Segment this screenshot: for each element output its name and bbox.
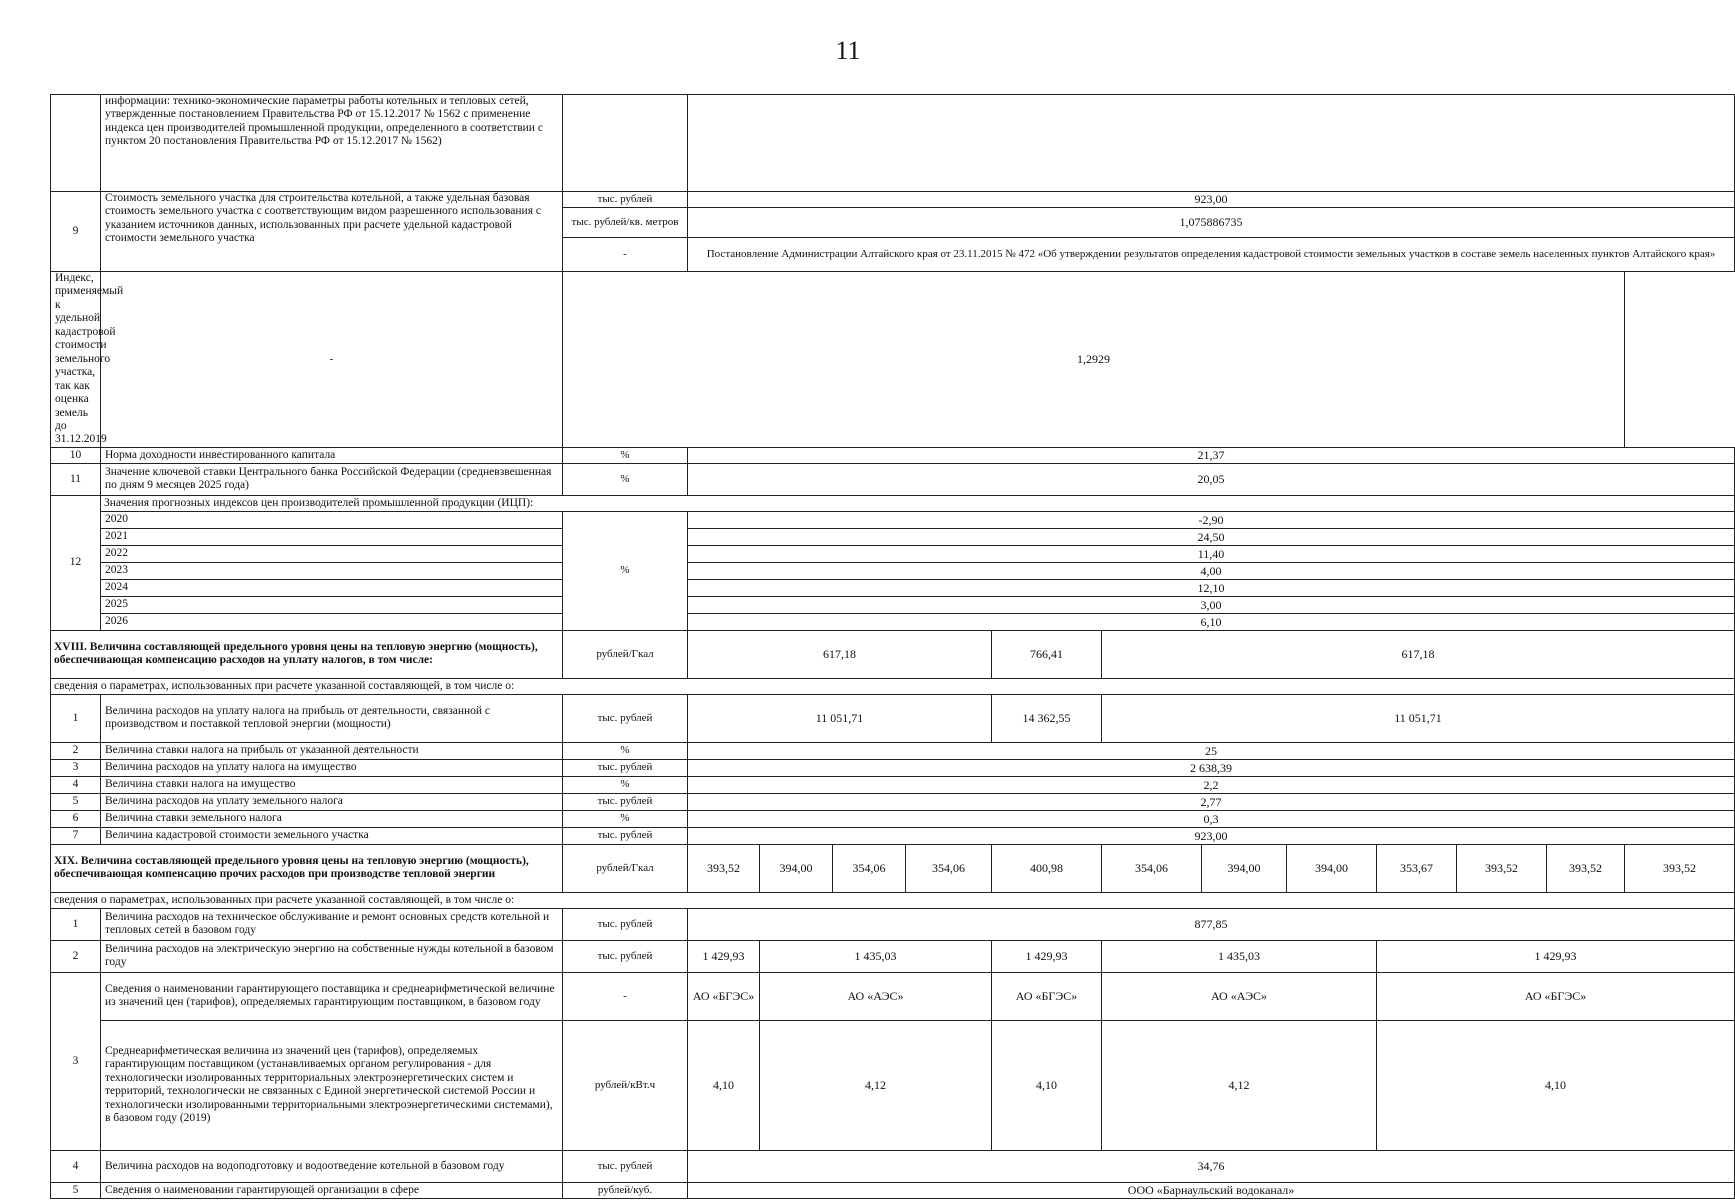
row-parameter: Величина ставки земельного налога: [101, 810, 563, 827]
table-row: [51, 545, 1735, 562]
row-number: 5: [51, 1182, 101, 1198]
row-value: 2 638,39: [688, 759, 1735, 776]
row-unit: тыс. рублей/кв. метров: [563, 208, 688, 238]
row-parameter: Величина ставки налога на имущество: [101, 776, 563, 793]
section-value: 617,18: [688, 630, 992, 678]
forecast-year: 2020: [101, 511, 563, 528]
row-value: 1 429,93: [1377, 940, 1735, 972]
forecast-year: 2021: [101, 528, 563, 545]
table-row: [51, 892, 1735, 908]
row-unit: тыс. рублей: [563, 759, 688, 776]
row-value: 2,77: [688, 793, 1735, 810]
row-value: 1,2929: [563, 272, 1625, 448]
table-row: [51, 972, 1735, 1020]
row-parameter: Величина расходов на уплату налога на прибыль от деятельности, связанной с производством и поставкой тепловой энергии (мощности): [101, 694, 563, 742]
table-row: [51, 528, 1735, 545]
table-row: [51, 1150, 1735, 1182]
forecast-year: 2024: [101, 579, 563, 596]
table-row: [51, 579, 1735, 596]
row-number: 2: [51, 940, 101, 972]
row-unit: рублей/Гкал: [563, 630, 688, 678]
section-value: 766,41: [992, 630, 1102, 678]
row-unit: %: [563, 810, 688, 827]
row-unit: -: [563, 972, 688, 1020]
page-number: 11: [835, 36, 861, 65]
section-title: XVIII. Величина составляющей предельного уровня цены на тепловую энергию (мощность), обеспечивающая компенсацию расходов на уплату налогов, в том числе:: [51, 630, 563, 678]
forecast-year: 2026: [101, 613, 563, 630]
section-value: 353,67: [1377, 844, 1457, 892]
row-unit: тыс. рублей: [563, 192, 688, 208]
table-row: [51, 630, 1735, 678]
table-row: [51, 613, 1735, 630]
table-row: [51, 463, 1735, 495]
row-value: 2,2: [688, 776, 1735, 793]
section-info: сведения о параметрах, использованных при расчете указанной составляющей, в том числе о:: [51, 678, 1735, 694]
section-value: 400,98: [992, 844, 1102, 892]
row-value: 923,00: [688, 192, 1735, 208]
forecast-value: 12,10: [688, 579, 1735, 596]
row-number: 2: [51, 742, 101, 759]
table-row: [51, 810, 1735, 827]
table-row: [51, 940, 1735, 972]
forecast-value: 4,00: [688, 562, 1735, 579]
row-parameter: Величина расходов на уплату налога на имущество: [101, 759, 563, 776]
row-number: 10: [51, 447, 101, 463]
row-parameter: Стоимость земельного участка для строительства котельной, а также удельная базовая стоимость земельного участка с соответствующим видом разрешенного использования с указанием источников данных, использованных при расчете удельной кадастровой стоимости земельного участка: [101, 192, 563, 272]
row-value: 1,075886735: [688, 208, 1735, 238]
forecast-year: 2023: [101, 562, 563, 579]
row-value: Постановление Администрации Алтайского края от 23.11.2015 № 472 «Об утверждении результатов определения кадастровой стоимости земельных участков в составе земель населенных пунктов Алтайского края»: [688, 238, 1735, 272]
row-value: 4,12: [760, 1020, 992, 1150]
continuation-text: информации: технико-экономические параметры работы котельных и тепловых сетей, утвержденные постановлением Правительства РФ от 15.12.2017 № 1562 с применение индекса цен производителей промышленной продукции, определенного в соответствии с пунктом 20 постановления Правительства РФ от 15.12.2017 № 1562): [101, 95, 563, 192]
row-parameter: Величина расходов на водоподготовку и водоотведение котельной в базовом году: [101, 1150, 563, 1182]
table-row: [51, 495, 1735, 511]
row-value: 25: [688, 742, 1735, 759]
row-unit: рублей/куб.: [563, 1182, 688, 1198]
table-row: [51, 776, 1735, 793]
row-value: 11 051,71: [688, 694, 992, 742]
table-row: [51, 694, 1735, 742]
section-value: 393,52: [1625, 844, 1735, 892]
forecast-value: 6,10: [688, 613, 1735, 630]
row-parameter: Величина ставки налога на прибыль от указанной деятельности: [101, 742, 563, 759]
table-row: [51, 192, 1735, 208]
row-unit: тыс. рублей: [563, 793, 688, 810]
row-value: 923,00: [688, 827, 1735, 844]
row-parameter: Величина расходов на электрическую энергию на собственные нужды котельной в базовом году: [101, 940, 563, 972]
row-value: 11 051,71: [1102, 694, 1735, 742]
row-number: 3: [51, 972, 101, 1150]
row-value: 4,10: [992, 1020, 1102, 1150]
forecast-value: 24,50: [688, 528, 1735, 545]
row-value: 4,10: [688, 1020, 760, 1150]
row-value: 4,10: [1377, 1020, 1735, 1150]
table-row: [51, 511, 1735, 528]
row-number: 1: [51, 694, 101, 742]
row-number: 4: [51, 1150, 101, 1182]
supplier-name: АО «БГЭС»: [688, 972, 760, 1020]
row-value: 1 429,93: [992, 940, 1102, 972]
row-value: 14 362,55: [992, 694, 1102, 742]
forecast-value: 3,00: [688, 596, 1735, 613]
table-row: [51, 793, 1735, 810]
row-parameter: Сведения о наименовании гарантирующего поставщика и среднеарифметической величине из значений цен (тарифов), определяемых гарантирующим поставщиком, в базовом году: [101, 972, 563, 1020]
row-parameter: Величина кадастровой стоимости земельного участка: [101, 827, 563, 844]
row-value: 1 429,93: [688, 940, 760, 972]
row-unit: -: [563, 238, 688, 272]
table-row: [51, 759, 1735, 776]
row-unit: тыс. рублей: [563, 940, 688, 972]
row-parameter: Среднеарифметическая величина из значений цен (тарифов), определяемых гарантирующим поставщиком (устанавливаемых органом регулирования - для технологически изолированных территориальных электроэнергетических систем и территорий, технологически не связанных с Единой энергетической системой России и технологически изолированными территориальными электроэнергетическими системами), в базовом году (2019): [101, 1020, 563, 1150]
table-row: [51, 562, 1735, 579]
section-value: 393,52: [1457, 844, 1547, 892]
section-value: 394,00: [760, 844, 833, 892]
row-unit: %: [563, 447, 688, 463]
forecast-value: 11,40: [688, 545, 1735, 562]
table-row: [51, 908, 1735, 940]
forecast-year: 2025: [101, 596, 563, 613]
row-unit: рублей/Гкал: [563, 844, 688, 892]
supplier-name: АО «БГЭС»: [992, 972, 1102, 1020]
section-value: 393,52: [688, 844, 760, 892]
row-unit: тыс. рублей: [563, 908, 688, 940]
table-row: [51, 1182, 1735, 1198]
table-row: [51, 844, 1735, 892]
forecast-year: 2022: [101, 545, 563, 562]
row-parameter: Величина расходов на техническое обслуживание и ремонт основных средств котельной и тепловых сетей в базовом году: [101, 908, 563, 940]
section-value: 354,06: [1102, 844, 1202, 892]
tariff-parameters-table: [50, 94, 1735, 1199]
row-number: 5: [51, 793, 101, 810]
row-number: 4: [51, 776, 101, 793]
table-row: [51, 596, 1735, 613]
row-value: 21,37: [688, 447, 1735, 463]
row-value: 1 435,03: [1102, 940, 1377, 972]
row-number: 7: [51, 827, 101, 844]
row-number: 12: [51, 495, 101, 630]
section-value: 354,06: [906, 844, 992, 892]
row-parameter: Норма доходности инвестированного капитала: [101, 447, 563, 463]
table-row: [51, 272, 1735, 448]
supplier-name: АО «БГЭС»: [1377, 972, 1735, 1020]
row-parameter: Величина расходов на уплату земельного налога: [101, 793, 563, 810]
section-title: XIX. Величина составляющей предельного уровня цены на тепловую энергию (мощность), обеспечивающая компенсацию прочих расходов при производстве тепловой энергии: [51, 844, 563, 892]
row-unit: %: [563, 742, 688, 759]
row-value: 4,12: [1102, 1020, 1377, 1150]
section-info: сведения о параметрах, использованных при расчете указанной составляющей, в том числе о:: [51, 892, 1735, 908]
row-header: Значения прогнозных индексов цен производителей промышленной продукции (ИЦП):: [101, 495, 1735, 511]
row-parameter: Индекс, применяемый к удельной кадастровой стоимости земельного участка, так как оценка земель до 31.12.2019: [51, 272, 101, 448]
row-unit: %: [563, 776, 688, 793]
row-unit: тыс. рублей: [563, 694, 688, 742]
row-parameter: Значение ключевой ставки Центрального банка Российской Федерации (средневзвешенная по дням 9 месяцев 2025 года): [101, 463, 563, 495]
section-value: 393,52: [1547, 844, 1625, 892]
supplier-name: АО «АЭС»: [1102, 972, 1377, 1020]
section-value: 394,00: [1202, 844, 1287, 892]
forecast-value: -2,90: [688, 511, 1735, 528]
row-unit: тыс. рублей: [563, 1150, 688, 1182]
table-row: [51, 678, 1735, 694]
row-value: 877,85: [688, 908, 1735, 940]
row-number: 9: [51, 192, 101, 272]
row-unit: %: [563, 463, 688, 495]
row-number: 11: [51, 463, 101, 495]
supplier-name: АО «АЭС»: [760, 972, 992, 1020]
row-number: 3: [51, 759, 101, 776]
row-value: 1 435,03: [760, 940, 992, 972]
row-unit: -: [101, 272, 563, 448]
table-row: [51, 742, 1735, 759]
row-unit: %: [563, 511, 688, 630]
row-unit: рублей/кВт.ч: [563, 1020, 688, 1150]
section-value: 617,18: [1102, 630, 1735, 678]
row-value: 34,76: [688, 1150, 1735, 1182]
table-row: [51, 827, 1735, 844]
row-parameter: Сведения о наименовании гарантирующей организации в сфере: [101, 1182, 563, 1198]
row-number: 6: [51, 810, 101, 827]
section-value: 354,06: [833, 844, 906, 892]
table-row: [51, 447, 1735, 463]
table-row: [51, 1020, 1735, 1150]
row-value: ООО «Барнаульский водоканал»: [688, 1182, 1735, 1198]
row-value: 20,05: [688, 463, 1735, 495]
row-number: 1: [51, 908, 101, 940]
row-value: 0,3: [688, 810, 1735, 827]
row-unit: тыс. рублей: [563, 827, 688, 844]
table-row: [51, 95, 1735, 192]
section-value: 394,00: [1287, 844, 1377, 892]
